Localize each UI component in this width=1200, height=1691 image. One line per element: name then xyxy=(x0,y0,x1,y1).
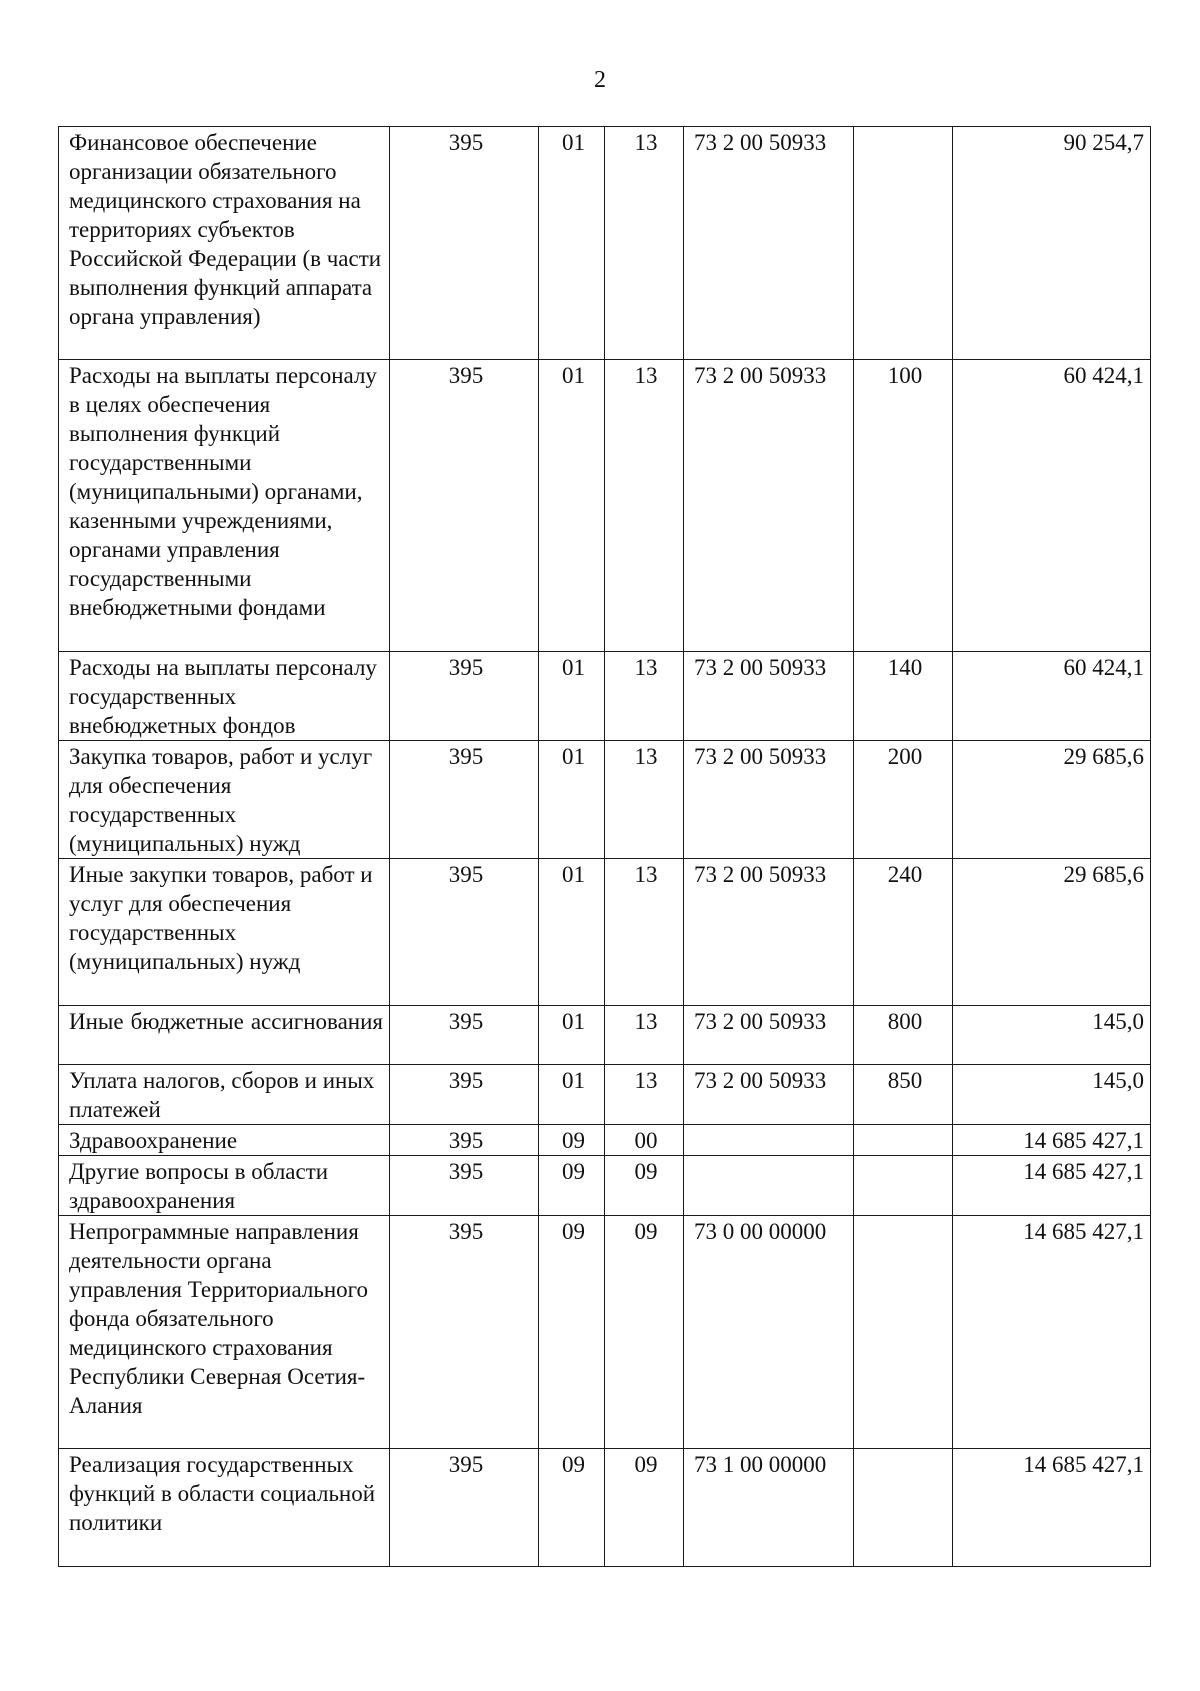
target-article-code: 73 2 00 50933 xyxy=(684,741,854,859)
amount: 145,0 xyxy=(953,1065,1151,1125)
amount: 60 424,1 xyxy=(953,360,1151,652)
amount: 145,0 xyxy=(953,1006,1151,1065)
amount: 14 685 427,1 xyxy=(953,1125,1151,1156)
department-code: 395 xyxy=(390,1156,539,1216)
subsection-code: 09 xyxy=(605,1216,684,1449)
expense-type-code xyxy=(854,1216,953,1449)
budget-table xyxy=(58,126,1151,1567)
expense-name: Иные бюджетные ассигнования xyxy=(59,1006,390,1065)
expense-type-code: 240 xyxy=(854,859,953,1006)
table-row xyxy=(59,127,1151,360)
expense-name: Закупка товаров, работ и услуг для обеспечения государственных (муниципальных) нужд xyxy=(59,741,390,859)
target-article-code: 73 2 00 50933 xyxy=(684,360,854,652)
target-article-code: 73 2 00 50933 xyxy=(684,1065,854,1125)
expense-type-code xyxy=(854,1125,953,1156)
subsection-code: 13 xyxy=(605,741,684,859)
amount: 14 685 427,1 xyxy=(953,1156,1151,1216)
department-code: 395 xyxy=(390,1125,539,1156)
subsection-code: 09 xyxy=(605,1449,684,1567)
expense-type-code: 100 xyxy=(854,360,953,652)
subsection-code: 13 xyxy=(605,127,684,360)
target-article-code: 73 2 00 50933 xyxy=(684,127,854,360)
expense-type-code xyxy=(854,1156,953,1216)
table-row xyxy=(59,360,1151,652)
subsection-code: 09 xyxy=(605,1156,684,1216)
section-code: 01 xyxy=(539,741,605,859)
amount: 90 254,7 xyxy=(953,127,1151,360)
expense-name: Непрограммные направления деятельности органа управления Территориального фонда обязательного медицинского страхования Республики Северная Осетия-Алания xyxy=(59,1216,390,1449)
target-article-code: 73 2 00 50933 xyxy=(684,1006,854,1065)
section-code: 09 xyxy=(539,1449,605,1567)
amount: 29 685,6 xyxy=(953,859,1151,1006)
expense-name: Расходы на выплаты персоналу в целях обеспечения выполнения функций государственными (муниципальными) органами, казенными учреждениями, органами управления государственными внебюджетными фондами xyxy=(59,360,390,652)
department-code: 395 xyxy=(390,1216,539,1449)
table-row xyxy=(59,1006,1151,1065)
subsection-code: 13 xyxy=(605,1006,684,1065)
table-row xyxy=(59,859,1151,1006)
subsection-code: 13 xyxy=(605,652,684,741)
target-article-code: 73 0 00 00000 xyxy=(684,1216,854,1449)
section-code: 01 xyxy=(539,360,605,652)
table-row xyxy=(59,652,1151,741)
section-code: 01 xyxy=(539,1065,605,1125)
subsection-code: 13 xyxy=(605,859,684,1006)
department-code: 395 xyxy=(390,1449,539,1567)
expense-type-code xyxy=(854,127,953,360)
table-row xyxy=(59,1125,1151,1156)
expense-name: Уплата налогов, сборов и иных платежей xyxy=(59,1065,390,1125)
page-number: 2 xyxy=(594,67,606,93)
department-code: 395 xyxy=(390,1065,539,1125)
expense-name: Другие вопросы в области здравоохранения xyxy=(59,1156,390,1216)
department-code: 395 xyxy=(390,859,539,1006)
table-row xyxy=(59,1065,1151,1125)
target-article-code xyxy=(684,1125,854,1156)
amount: 29 685,6 xyxy=(953,741,1151,859)
department-code: 395 xyxy=(390,360,539,652)
expense-type-code: 140 xyxy=(854,652,953,741)
expense-name: Расходы на выплаты персоналу государственных внебюджетных фондов xyxy=(59,652,390,741)
department-code: 395 xyxy=(390,652,539,741)
section-code: 09 xyxy=(539,1156,605,1216)
table-row xyxy=(59,741,1151,859)
table-row xyxy=(59,1216,1151,1449)
expense-type-code: 850 xyxy=(854,1065,953,1125)
section-code: 01 xyxy=(539,1006,605,1065)
expense-type-code: 200 xyxy=(854,741,953,859)
expense-name: Иные закупки товаров, работ и услуг для обеспечения государственных (муниципальных) нужд xyxy=(59,859,390,1006)
department-code: 395 xyxy=(390,127,539,360)
target-article-code: 73 1 00 00000 xyxy=(684,1449,854,1567)
expense-name: Здравоохранение xyxy=(59,1125,390,1156)
department-code: 395 xyxy=(390,1006,539,1065)
target-article-code: 73 2 00 50933 xyxy=(684,859,854,1006)
amount: 14 685 427,1 xyxy=(953,1449,1151,1567)
expense-type-code: 800 xyxy=(854,1006,953,1065)
table-row xyxy=(59,1449,1151,1567)
expense-type-code xyxy=(854,1449,953,1567)
section-code: 01 xyxy=(539,652,605,741)
section-code: 09 xyxy=(539,1125,605,1156)
subsection-code: 13 xyxy=(605,360,684,652)
expense-name: Реализация государственных функций в области социальной политики xyxy=(59,1449,390,1567)
expense-name: Финансовое обеспечение организации обязательного медицинского страхования на территориях субъектов Российской Федерации (в части выполнения функций аппарата органа управления) xyxy=(59,127,390,360)
subsection-code: 00 xyxy=(605,1125,684,1156)
target-article-code: 73 2 00 50933 xyxy=(684,652,854,741)
target-article-code xyxy=(684,1156,854,1216)
subsection-code: 13 xyxy=(605,1065,684,1125)
department-code: 395 xyxy=(390,741,539,859)
amount: 14 685 427,1 xyxy=(953,1216,1151,1449)
amount: 60 424,1 xyxy=(953,652,1151,741)
section-code: 01 xyxy=(539,859,605,1006)
section-code: 01 xyxy=(539,127,605,360)
section-code: 09 xyxy=(539,1216,605,1449)
table-row xyxy=(59,1156,1151,1216)
